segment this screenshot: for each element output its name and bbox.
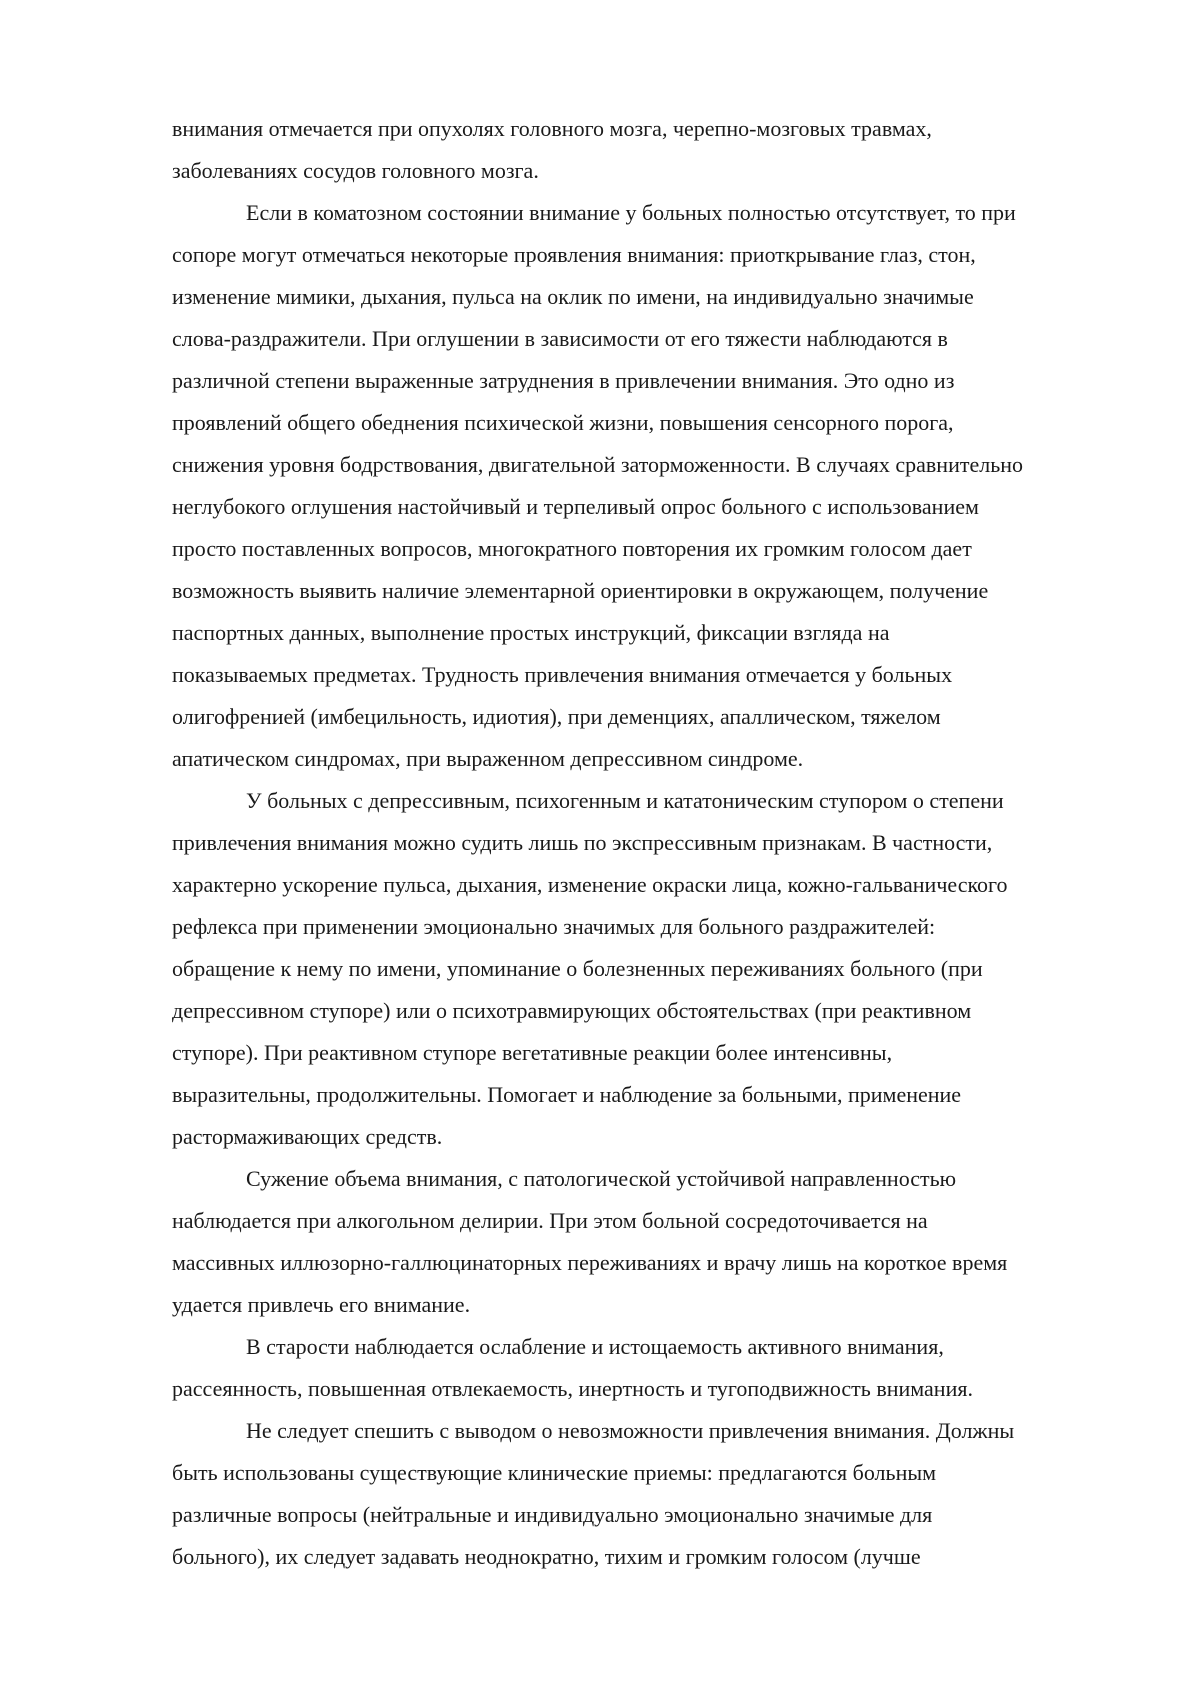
paragraph-first-line: Не следует спешить с выводом о невозможности привлечения внимания. Должны xyxy=(246,1418,1015,1443)
text-line: быть использованы существующие клинические приемы: предлагаются больным xyxy=(172,1460,937,1485)
text-line: показываемых предметах. Трудность привлечения внимания отмечается у больных xyxy=(172,662,953,687)
text-line: больного), их следует задавать неоднократно, тихим и громким голосом (лучше xyxy=(172,1544,921,1569)
text-line: олигофренией (имбецильность, идиотия), при деменциях, апаллическом, тяжелом xyxy=(172,704,941,729)
text-line: депрессивном ступоре) или о психотравмирующих обстоятельствах (при реактивном xyxy=(172,998,972,1023)
text-line: выразительны, продолжительны. Помогает и наблюдение за больными, применение xyxy=(172,1082,962,1107)
text-line: проявлений общего обеднения психической жизни, повышения сенсорного порога, xyxy=(172,410,954,435)
text-line: различной степени выраженные затруднения в привлечении внимания. Это одно из xyxy=(172,368,955,393)
text-line: снижения уровня бодрствования, двигательной заторможенности. В случаях сравнительно xyxy=(172,452,1024,477)
text-line: привлечения внимания можно судить лишь по экспрессивным признакам. В частности, xyxy=(172,830,993,855)
text-line: изменение мимики, дыхания, пульса на оклик по имени, на индивидуально значимые xyxy=(172,284,974,309)
text-line: возможность выявить наличие элементарной ориентировки в окружающем, получение xyxy=(172,578,989,603)
paragraph-first-line: Сужение объема внимания, с патологической устойчивой направленностью xyxy=(246,1166,957,1191)
text-line: рефлекса при применении эмоционально значимых для больного раздражителей: xyxy=(172,914,936,939)
document-page xyxy=(172,108,1122,1578)
text-line: заболеваниях сосудов головного мозга. xyxy=(172,158,539,183)
text-line: удается привлечь его внимание. xyxy=(172,1292,471,1317)
text-line: рассеянность, повышенная отвлекаемость, инертность и тугоподвижность внимания. xyxy=(172,1376,973,1401)
text-line: паспортных данных, выполнение простых инструкций, фиксации взгляда на xyxy=(172,620,890,645)
text-line: обращение к нему по имени, упоминание о болезненных переживаниях больного (при xyxy=(172,956,983,981)
text-line: массивных иллюзорно-галлюцинаторных переживаниях и врачу лишь на короткое время xyxy=(172,1250,1008,1275)
text-line: слова-раздражители. При оглушении в зависимости от его тяжести наблюдаются в xyxy=(172,326,948,351)
text-line: неглубокого оглушения настойчивый и терпеливый опрос больного с использованием xyxy=(172,494,979,519)
text-line: различные вопросы (нейтральные и индивидуально эмоционально значимые для xyxy=(172,1502,933,1527)
paragraph-first-line: В старости наблюдается ослабление и истощаемость активного внимания, xyxy=(246,1334,944,1359)
text-line: сопоре могут отмечаться некоторые проявления внимания: приоткрывание глаз, стон, xyxy=(172,242,976,267)
text-line: растормаживающих средств. xyxy=(172,1124,443,1149)
paragraph-first-line: Если в коматозном состоянии внимание у больных полностью отсутствует, то при xyxy=(246,200,1016,225)
text-line: внимания отмечается при опухолях головного мозга, черепно-мозговых травмах, xyxy=(172,116,932,141)
text-line: характерно ускорение пульса, дыхания, изменение окраски лица, кожно-гальванического xyxy=(172,872,1008,897)
text-line: просто поставленных вопросов, многократного повторения их громким голосом дает xyxy=(172,536,972,561)
text-line: ступоре). При реактивном ступоре вегетативные реакции более интенсивны, xyxy=(172,1040,893,1065)
text-line: апатическом синдромах, при выраженном депрессивном синдроме. xyxy=(172,746,804,771)
text-line: наблюдается при алкогольном делирии. При этом больной сосредоточивается на xyxy=(172,1208,928,1233)
paragraph-first-line: У больных с депрессивным, психогенным и кататоническим ступором о степени xyxy=(246,788,1004,813)
